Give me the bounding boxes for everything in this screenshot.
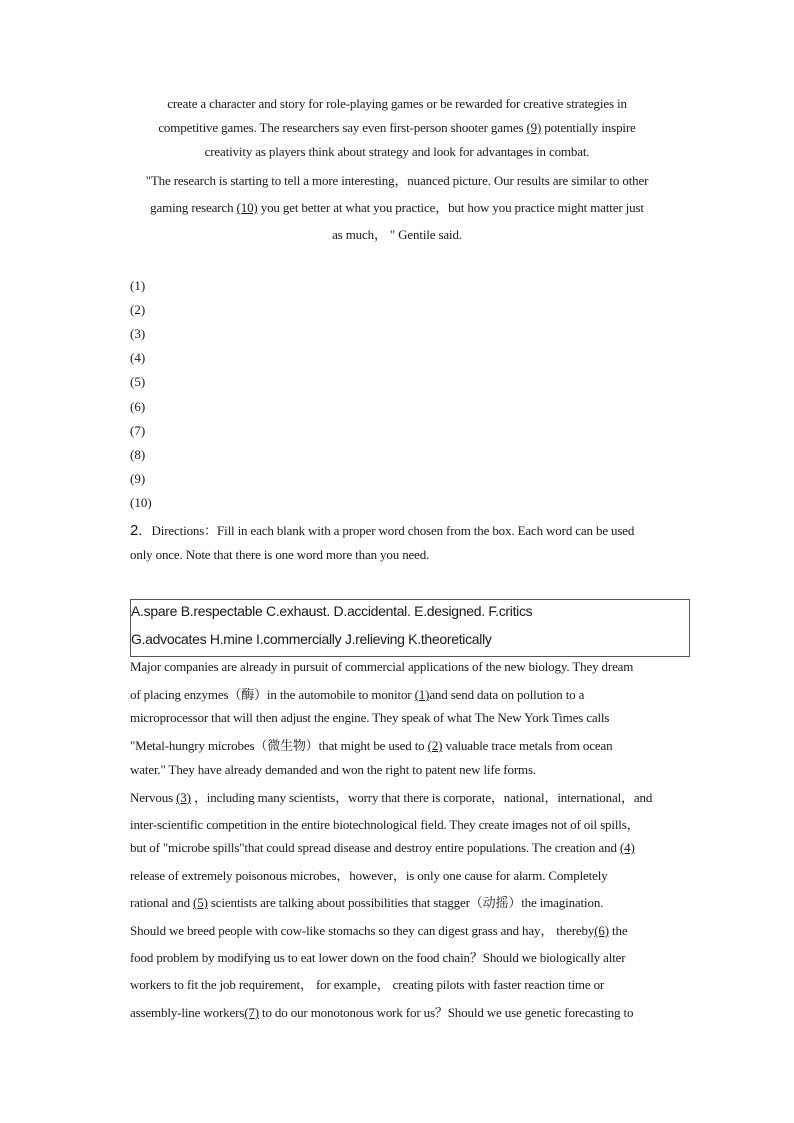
answer-number: (4)	[130, 350, 146, 365]
passage2-line: assembly-line workers(7) to do our monotonous work for us？Should we use genetic forecasting to	[130, 1005, 634, 1020]
answer-number: (3)	[130, 326, 146, 341]
word-box	[130, 599, 690, 657]
blank-4[interactable]: (4)	[619, 840, 635, 855]
passage1-line-1: create a character and story for role-playing games or be rewarded for creative strategies in	[167, 96, 627, 111]
blank-10[interactable]: (10)	[236, 200, 258, 215]
answer-number: (7)	[130, 423, 146, 438]
question2-directions-cont: only once. Note that there is one word more than you need.	[130, 547, 430, 562]
answer-number: (10)	[130, 495, 152, 510]
blank-5[interactable]: (5)	[193, 895, 208, 910]
passage2-line: food problem by modifying us to eat lower down on the food chain？Should we biologically alter	[130, 950, 626, 965]
passage2-line: rational and (5) scientists are talking about possibilities that stagger（动摇）the imagination.	[130, 895, 604, 910]
passage1-line-6: as much， " Gentile said.	[332, 227, 462, 242]
answer-number: (2)	[130, 302, 146, 317]
blank-1[interactable]: (1)	[414, 687, 430, 702]
passage2-line: "Metal-hungry microbes（微生物）that might be used to (2) valuable trace metals from ocean	[130, 738, 613, 753]
answer-number: (1)	[130, 278, 146, 293]
passage2-line: Major companies are already in pursuit of commercial applications of the new biology. They dream	[130, 659, 634, 674]
passage2-line: workers to fit the job requirement， for example， creating pilots with faster reaction time or	[130, 977, 605, 992]
blank-3[interactable]: (3)	[176, 790, 191, 805]
passage2-line: but of "microbe spills"that could spread disease and destroy entire populations. The creation and (4)	[130, 840, 635, 855]
blank-2[interactable]: (2)	[427, 738, 443, 753]
passage2-line: of placing enzymes（酶）in the automobile to monitor (1)and send data on pollution to a	[130, 687, 585, 702]
blank-6[interactable]: (6)	[594, 923, 609, 938]
passage2-line: release of extremely poisonous microbes，however，is only one cause for alarm. Completely	[130, 868, 608, 883]
question2-directions: 2. Directions：Fill in each blank with a proper word chosen from the box. Each word can be used	[130, 522, 635, 539]
passage2-line: water." They have already demanded and won the right to patent new life forms.	[130, 762, 536, 777]
answer-number: (8)	[130, 447, 146, 462]
passage2-line: Nervous (3) ，including many scientists，worry that there is corporate，national，international，and	[130, 790, 653, 805]
blank-9[interactable]: (9)	[526, 120, 542, 135]
word-box-row-2: G.advocates H.mine I.commercially J.relieving K.theoretically	[131, 631, 492, 647]
question-number: 2.	[130, 522, 143, 539]
passage2-line: microprocessor that will then adjust the engine. They speak of what The New York Times calls	[130, 710, 610, 725]
answer-number: (5)	[130, 374, 146, 389]
blank-7[interactable]: (7)	[244, 1005, 259, 1020]
passage1-line-5: gaming research (10) you get better at what you practice，but how you practice might matter just	[150, 200, 644, 215]
passage2-line: Should we breed people with cow-like stomachs so they can digest grass and hay， thereby(6) the	[130, 923, 628, 938]
passage1-line-2: competitive games. The researchers say even first-person shooter games (9) potentially inspire	[158, 120, 636, 135]
passage2-line: inter-scientific competition in the entire biotechnological field. They create images not of oil spills，	[130, 817, 640, 832]
word-box-row-1: A.spare B.respectable C.exhaust. D.accidental. E.designed. F.critics	[131, 603, 533, 619]
answer-number: (9)	[130, 471, 146, 486]
passage1-line-4: "The research is starting to tell a more interesting，nuanced picture. Our results are similar to other	[145, 173, 649, 188]
answer-number: (6)	[130, 399, 146, 414]
passage1-line-3: creativity as players think about strategy and look for advantages in combat.	[204, 144, 590, 159]
